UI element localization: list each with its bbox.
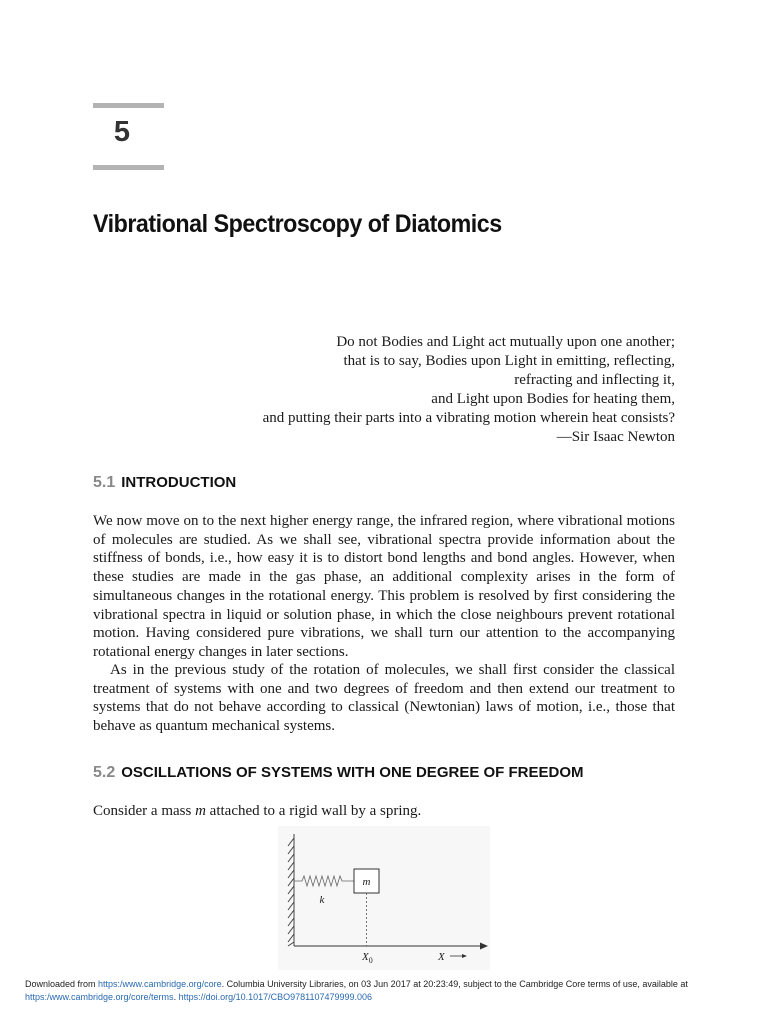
download-footer: Downloaded from https:/www.cambridge.org/core. Columbia University Libraries, on 03 Jun 2017 at 20:23:49, subject to the Cambridge Core terms of use, available at https:/www.cambridge.org/core/terms. https://doi.org/10.1017/CBO9781107479999.006 xyxy=(25,979,688,1002)
figure-background xyxy=(278,826,490,970)
mass-variable: m xyxy=(195,803,206,819)
section-heading-oscillations xyxy=(93,764,584,782)
intro-paragraph-1: We now move on to the next higher energy range, the infrared region, where vibrational motions of molecules are studied. As we shall see, vibrational spectra provide information about the stiffness of bonds, i.e., how easy it is to distort bond lengths and bond angles. However, when these studies are made in the gas phase, an additional complexity arises in the form of simultaneous changes in the rotational energy. This problem is resolved by first considering the vibrational spectra in liquid or solution phase, in which the close neighbours prevent rotational motion. Having considered pure vibrations, we shall turn our attention to the accompanying rotational energy changes in later sections. xyxy=(93,513,675,660)
chapter-title: Vibrational Spectroscopy of Diatomics xyxy=(93,210,502,238)
x-axis-label: X xyxy=(438,951,445,963)
section-title: INTRODUCTION xyxy=(121,474,237,491)
epigraph-line: and putting their parts into a vibrating motion wherein heat consists? xyxy=(262,410,675,426)
epigraph-attribution: —Sir Isaac Newton xyxy=(556,429,675,445)
epigraph-line: and Light upon Bodies for heating them, xyxy=(431,391,675,407)
section-heading-introduction xyxy=(93,474,236,492)
mass-label: m xyxy=(362,876,371,888)
terms-link[interactable]: https:/www.cambridge.org/core/terms xyxy=(25,992,174,1002)
epigraph xyxy=(263,333,675,447)
spring-constant-label: k xyxy=(319,894,325,906)
chapter-bottom-rule xyxy=(93,165,164,170)
epigraph-line: that is to say, Bodies upon Light in emitting, reflecting, xyxy=(343,353,675,369)
spring-mass-diagram xyxy=(278,826,490,970)
section-number: 5.2 xyxy=(93,764,116,781)
intro-paragraph-2: As in the previous study of the rotation of molecules, we shall first consider the classical treatment of systems with one and two degrees of freedom and then extend our treatment to systems that do not behave according to classical (Newtonian) laws of motion, i.e., those that behave as quantum mechanical systems. xyxy=(93,662,675,735)
section-title: OSCILLATIONS OF SYSTEMS WITH ONE DEGREE OF FREEDOM xyxy=(121,764,584,781)
chapter-number: 5 xyxy=(113,116,131,148)
cambridge-core-link[interactable]: https:/www.cambridge.org/core xyxy=(98,979,222,989)
epigraph-line: refracting and inflecting it, xyxy=(514,372,675,388)
chapter-top-rule xyxy=(93,103,164,108)
epigraph-line: Do not Bodies and Light act mutually upon one another; xyxy=(336,334,675,350)
section-intro-sentence: Consider a mass m attached to a rigid wall by a spring. xyxy=(93,803,422,819)
doi-link[interactable]: https://doi.org/10.1017/CBO9781107479999.006 xyxy=(178,992,373,1002)
section-number: 5.1 xyxy=(93,474,116,491)
x0-label: $X_0$ xyxy=(362,951,373,965)
